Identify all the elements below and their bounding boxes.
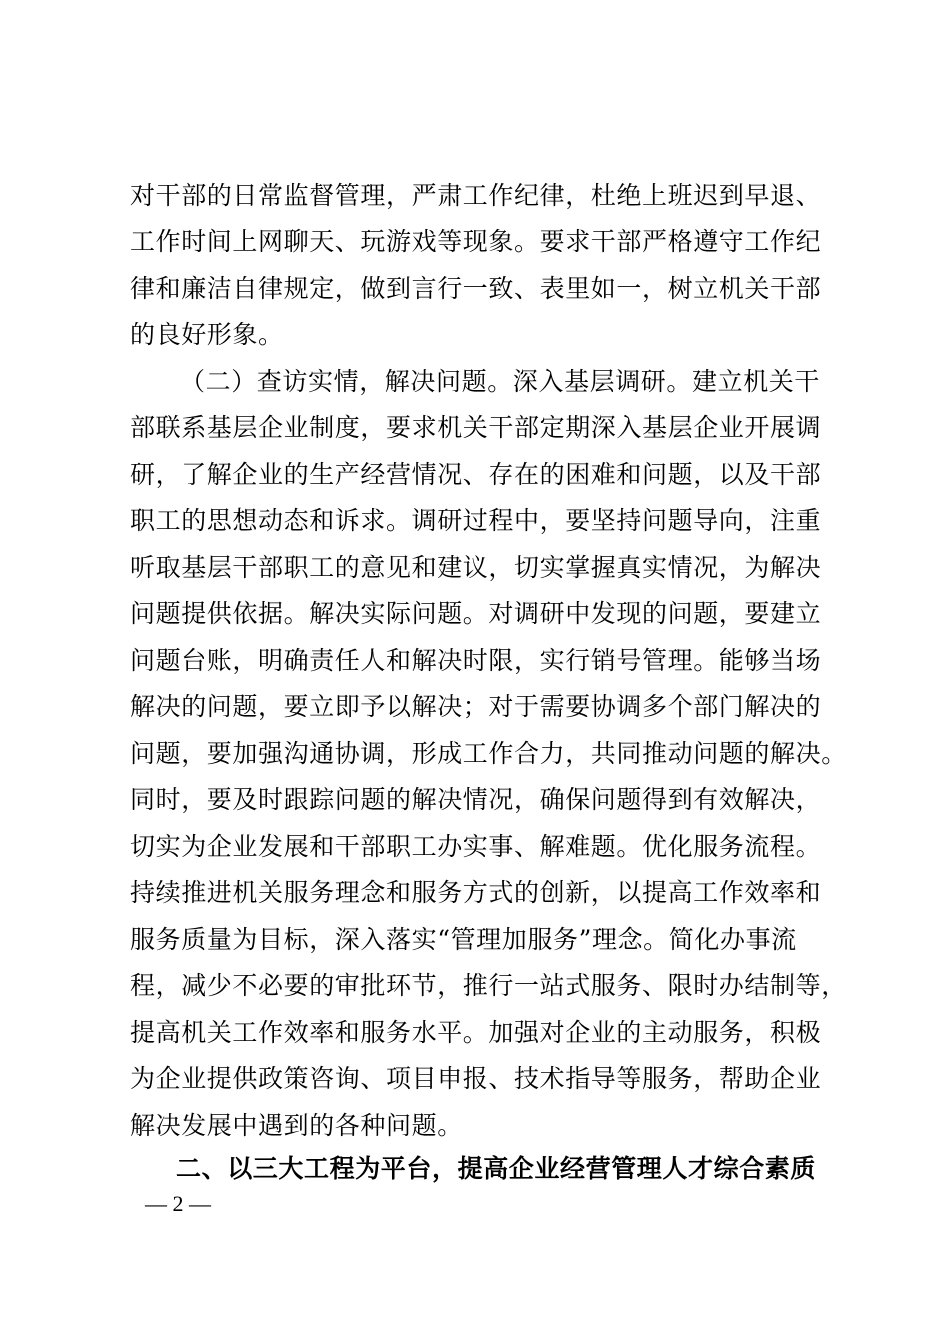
paragraph-line: 解决发展中遇到的各种问题。 xyxy=(130,1111,463,1140)
paragraph-line: 工作时间上网聊天、玩游戏等现象。要求干部严格遵守工作纪 xyxy=(130,227,822,256)
paragraph-line: 服务质量为目标，深入落实“管理加服务”理念。简化办事流 xyxy=(130,925,797,954)
paragraph-line: 对干部的日常监督管理，严肃工作纪律，杜绝上班迟到早退、 xyxy=(130,181,822,210)
paragraph-line: 问题，要加强沟通协调，形成工作合力，共同推动问题的解决。 xyxy=(130,739,847,768)
paragraph-line: 问题台账，明确责任人和解决时限，实行销号管理。能够当场 xyxy=(130,646,822,675)
paragraph-line: 部联系基层企业制度，要求机关干部定期深入基层企业开展调 xyxy=(130,413,822,442)
paragraph-line: 提高机关工作效率和服务水平。加强对企业的主动服务，积极 xyxy=(130,1018,822,1047)
section-heading: 二、以三大工程为平台，提高企业经营管理人才综合素质 xyxy=(176,1154,817,1183)
paragraph-line: 职工的思想动态和诉求。调研过程中，要坚持问题导向，注重 xyxy=(130,506,822,535)
paragraph-line: 问题提供依据。解决实际问题。对调研中发现的问题，要建立 xyxy=(130,599,822,628)
paragraph-line: 切实为企业发展和干部职工办实事、解难题。优化服务流程。 xyxy=(130,832,822,861)
paragraph-line: 同时，要及时跟踪问题的解决情况，确保问题得到有效解决， xyxy=(130,785,822,814)
paragraph-line: 为企业提供政策咨询、项目申报、技术指导等服务，帮助企业 xyxy=(130,1064,822,1093)
paragraph-line: 听取基层干部职工的意见和建议，切实掌握真实情况，为解决 xyxy=(130,553,822,582)
paragraph-line: 持续推进机关服务理念和服务方式的创新，以提高工作效率和 xyxy=(130,878,822,907)
paragraph-line: 研，了解企业的生产经营情况、存在的困难和问题，以及干部 xyxy=(130,460,822,489)
paragraph-line: 解决的问题，要立即予以解决；对于需要协调多个部门解决的 xyxy=(130,692,822,721)
paragraph-line: 程，减少不必要的审批环节，推行一站式服务、限时办结制等， xyxy=(130,971,847,1000)
page-number: — 2 — xyxy=(145,1191,211,1216)
paragraph-line: 律和廉洁自律规定，做到言行一致、表里如一，树立机关干部 xyxy=(130,274,822,303)
paragraph-line: （二）查访实情，解决问题。深入基层调研。建立机关干 xyxy=(180,367,821,396)
paragraph-line: 的良好形象。 xyxy=(130,320,284,349)
